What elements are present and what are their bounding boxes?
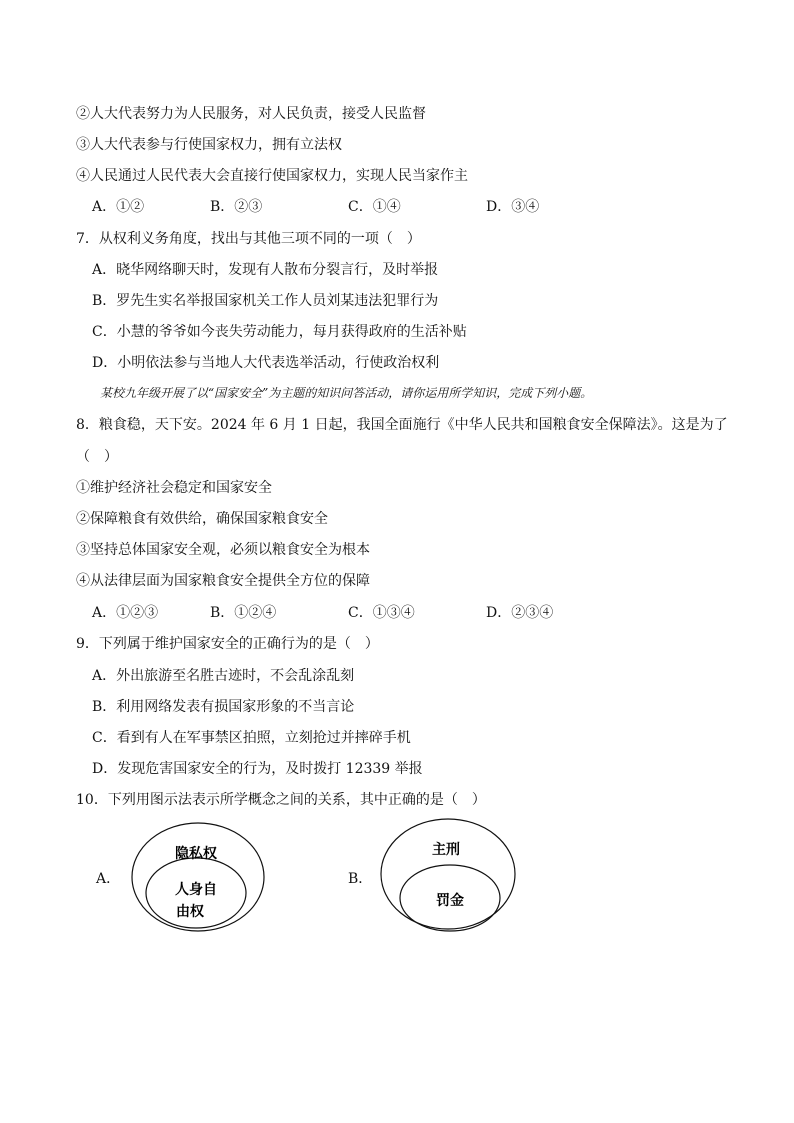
q8-option-b[interactable]: B．①②④ bbox=[210, 605, 277, 621]
q8-statement-2: ②保障粮食有效供给，确保国家粮食安全 bbox=[76, 511, 328, 527]
q6-statement-4: ④人民通过人民代表大会直接行使国家权力，实现人民当家作主 bbox=[76, 168, 468, 184]
q7-stem: 7．从权利义务角度，找出与其他三项不同的一项（ ） bbox=[76, 231, 421, 247]
q8-statement-3: ③坚持总体国家安全观，必须以粮食安全为根本 bbox=[76, 542, 370, 558]
q8-statement-1: ①维护经济社会稳定和国家安全 bbox=[76, 480, 272, 496]
q6-option-b[interactable]: B．②③ bbox=[210, 199, 263, 215]
inner-label-line2: 由权 bbox=[176, 904, 204, 920]
q10-diagram-b[interactable] bbox=[380, 818, 520, 936]
q8-stem: 8．粮食稳，天下安。2024 年 6 月 1 日起，我国全面施行《中华人民共和国粮食安全保障法》。这是为了 bbox=[76, 417, 728, 433]
q6-option-c[interactable]: C．①④ bbox=[348, 199, 401, 215]
q9-option-d[interactable]: D．发现危害国家安全的行为，及时拨打 12339 举报 bbox=[92, 761, 423, 777]
q8-statement-4: ④从法律层面为国家粮食安全提供全方位的保障 bbox=[76, 573, 370, 589]
q8-option-d[interactable]: D．②③④ bbox=[486, 605, 554, 621]
q7-option-c[interactable]: C．小慧的爷爷如今丧失劳动能力，每月获得政府的生活补贴 bbox=[92, 324, 467, 340]
outer-label: 隐私权 bbox=[175, 846, 217, 862]
q8-option-a[interactable]: A．①②③ bbox=[92, 605, 159, 621]
q6-statement-3: ③人大代表参与行使国家权力，拥有立法权 bbox=[76, 137, 342, 153]
q9-option-b[interactable]: B．利用网络发表有损国家形象的不当言论 bbox=[92, 699, 355, 715]
inner-label-line1: 人身自 bbox=[175, 882, 217, 898]
q6-option-d[interactable]: D．③④ bbox=[486, 199, 540, 215]
venn-diagram-b bbox=[380, 818, 520, 936]
q10-diagram-a[interactable] bbox=[128, 820, 268, 938]
outer-label: 主刑 bbox=[432, 842, 460, 858]
q8-answer-paren: （ ） bbox=[76, 449, 118, 465]
q6-option-a[interactable]: A．①② bbox=[92, 199, 145, 215]
q7-option-b[interactable]: B．罗先生实名举报国家机关工作人员刘某违法犯罪行为 bbox=[92, 293, 439, 309]
venn-diagram-a bbox=[128, 820, 268, 938]
q10-option-b-letter[interactable]: B． bbox=[348, 871, 373, 887]
q9-option-c[interactable]: C．看到有人在军事禁区拍照，立刻抢过并摔碎手机 bbox=[92, 730, 411, 746]
q9-option-a[interactable]: A．外出旅游至名胜古迹时，不会乱涂乱刻 bbox=[92, 668, 355, 684]
q7-option-a[interactable]: A．晓华网络聊天时，发现有人散布分裂言行，及时举报 bbox=[92, 262, 439, 278]
q8-option-c[interactable]: C．①③④ bbox=[348, 605, 415, 621]
q10-stem: 10．下列用图示法表示所学概念之间的关系，其中正确的是（ ） bbox=[76, 792, 486, 808]
q10-option-a-letter[interactable]: A． bbox=[96, 871, 121, 887]
q7-option-d[interactable]: D．小明依法参与当地人大代表选举活动，行使政治权利 bbox=[92, 355, 440, 371]
inner-label: 罚金 bbox=[436, 893, 464, 909]
q6-statement-2: ②人大代表努力为人民服务，对人民负责，接受人民监督 bbox=[76, 106, 426, 122]
q9-stem: 9．下列属于维护国家安全的正确行为的是（ ） bbox=[76, 636, 379, 652]
section-intro: 某校九年级开展了以“国家安全”为主题的知识问答活动，请你运用所学知识，完成下列小题。 bbox=[100, 386, 593, 400]
